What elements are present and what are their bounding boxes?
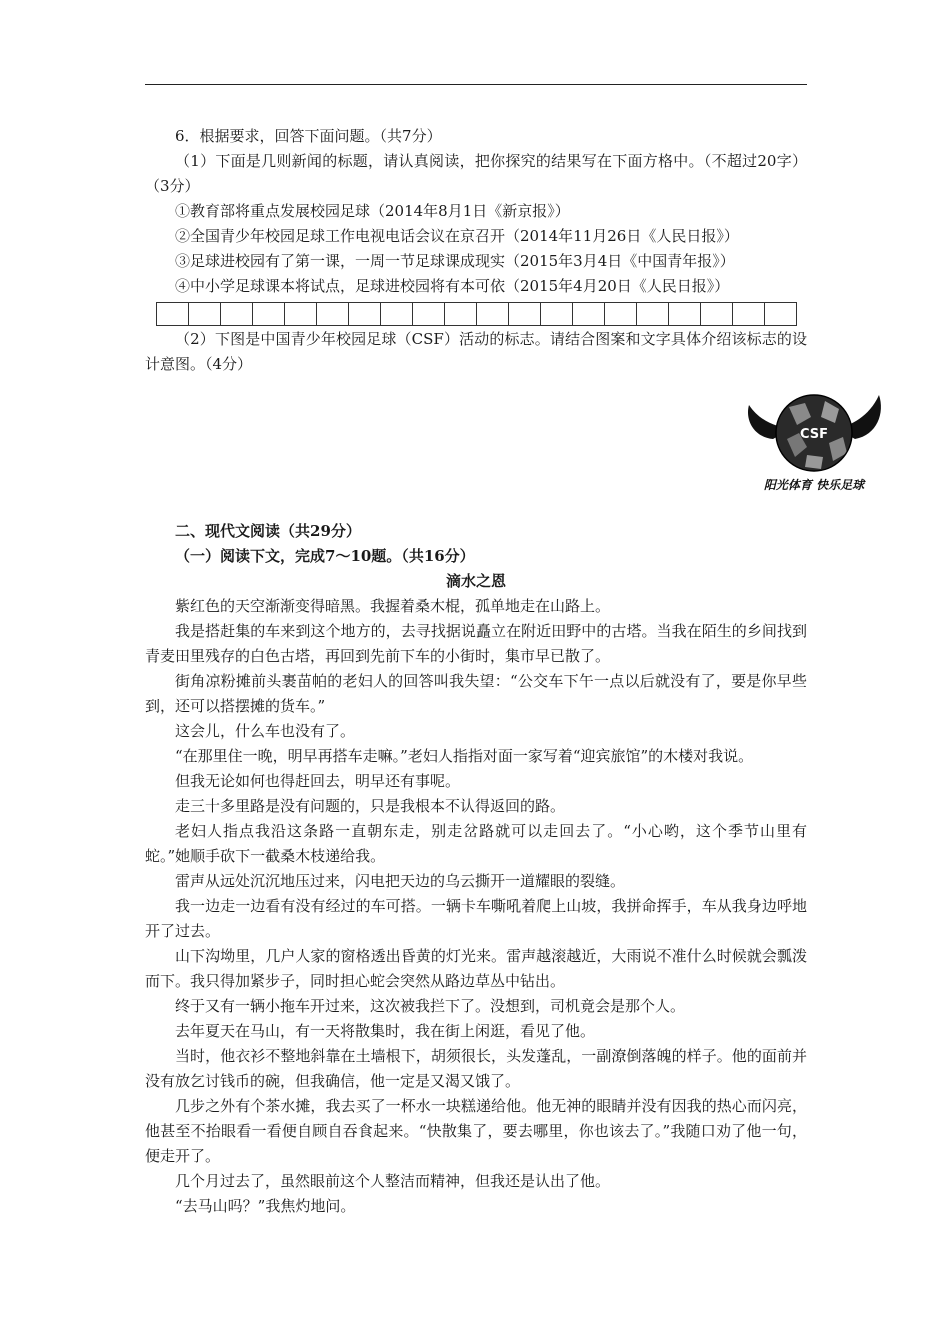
answer-cell[interactable]	[189, 303, 221, 325]
story-paragraph: “去马山吗？”我焦灼地问。	[175, 1197, 356, 1215]
answer-cell[interactable]	[605, 303, 637, 325]
story-paragraph: 几步之外有个茶水摊，我去买了一杯水一块糕递给他。他无神的眼睛并没有因我的热心而闪亮，他甚至不抬眼看一看便自顾自吞食起来。“快散集了，要去哪里，你也该去了。”我随口劝了他一句，便走开了。	[145, 1097, 807, 1165]
headline-1: ①教育部将重点发展校园足球（2014年8月1日《新京报》）	[175, 202, 570, 220]
winged-football-logo-icon	[739, 377, 889, 497]
story-paragraph: 几个月过去了，虽然眼前这个人整洁而精神，但我还是认出了他。	[175, 1172, 611, 1190]
answer-cell[interactable]	[221, 303, 253, 325]
answer-cell[interactable]	[477, 303, 509, 325]
answer-cell[interactable]	[541, 303, 573, 325]
story-paragraph: 老妇人指点我沿这条路一直朝东走，别走岔路就可以走回去了。“小心哟，这个季节山里有蛇。”她顺手砍下一截桑木枝递给我。	[145, 822, 807, 865]
story-paragraph: 终于又有一辆小拖车开过来，这次被我拦下了。没想到，司机竟会是那个人。	[175, 997, 686, 1015]
question-6-heading: 6．根据要求，回答下面问题。（共7分）	[175, 127, 442, 145]
logo-caption: 阳光体育 快乐足球	[763, 478, 865, 492]
story-paragraph: 紫红色的天空渐渐变得暗黑。我握着桑木棍，孤单地走在山路上。	[175, 597, 611, 615]
headline-2: ②全国青少年校园足球工作电视电话会议在京召开（2014年11月26日《人民日报》）	[175, 227, 739, 245]
answer-cell[interactable]	[349, 303, 381, 325]
answer-cell[interactable]	[157, 303, 189, 325]
story-body	[145, 594, 807, 1219]
header-rule	[145, 84, 807, 85]
story-title: 滴水之恩	[445, 572, 506, 590]
answer-cell[interactable]	[253, 303, 285, 325]
story-paragraph: 这会儿，什么车也没有了。	[175, 722, 356, 740]
logo-ball-text: CSF	[799, 427, 829, 442]
story-paragraph: 但我无论如何也得赶回去，明早还有事呢。	[175, 772, 461, 790]
story-paragraph: 街角凉粉摊前头裹苗帕的老妇人的回答叫我失望：“公交车下午一点以后就没有了，要是你早些到，还可以搭摆摊的货车。”	[145, 672, 807, 715]
headline-3: ③足球进校园有了第一课，一周一节足球课成现实（2015年3月4日《中国青年报》）	[175, 252, 735, 270]
answer-cell[interactable]	[285, 303, 317, 325]
logo-area	[145, 377, 865, 507]
answer-cell[interactable]	[317, 303, 349, 325]
answer-cell[interactable]	[669, 303, 701, 325]
story-paragraph: 我是搭赶集的车来到这个地方的，去寻找据说矗立在附近田野中的古塔。当我在陌生的乡间找到青麦田里残存的白色古塔，再回到先前下车的小街时，集市早已散了。	[145, 622, 807, 665]
story-paragraph: 走三十多里路是没有问题的，只是我根本不认得返回的路。	[175, 797, 566, 815]
story-paragraph: 去年夏天在马山，有一天将散集时，我在街上闲逛，看见了他。	[175, 1022, 596, 1040]
story-paragraph: 我一边走一边看有没有经过的车可搭。一辆卡车嘶吼着爬上山坡，我拼命挥手，车从我身边呼地开了过去。	[145, 897, 807, 940]
page-content	[145, 124, 865, 1219]
section-2-title: 二、现代文阅读（共29分）	[175, 522, 361, 540]
answer-cell[interactable]	[413, 303, 445, 325]
answer-cell[interactable]	[765, 303, 797, 325]
story-paragraph: “在那里住一晚，明早再搭车走嘛。”老妇人指指对面一家写着“迎宾旅馆”的木楼对我说。	[175, 747, 754, 765]
story-paragraph: 山下沟坳里，几户人家的窗格透出昏黄的灯光来。雷声越滚越近，大雨说不准什么时候就会瓢泼而下。我只得加紧步子，同时担心蛇会突然从路边草丛中钻出。	[145, 947, 807, 990]
answer-cell[interactable]	[637, 303, 669, 325]
answer-cell[interactable]	[509, 303, 541, 325]
story-paragraph: 当时，他衣衫不整地斜靠在土墙根下，胡须很长，头发蓬乱，一副潦倒落魄的样子。他的面前并没有放乞讨钱币的碗，但我确信，他一定是又渴又饿了。	[145, 1047, 807, 1090]
section-2-subtitle: （一）阅读下文，完成7～10题。（共16分）	[175, 547, 475, 565]
answer-cell[interactable]	[573, 303, 605, 325]
question-6-part1-intro: （1）下面是几则新闻的标题，请认真阅读，把你探究的结果写在下面方格中。（不超过20字）（3分）	[145, 152, 807, 195]
answer-cell[interactable]	[733, 303, 765, 325]
headline-4: ④中小学足球课本将试点，足球进校园将有本可依（2015年4月20日《人民日报》）	[175, 277, 730, 295]
question-6-part2: （2）下图是中国青少年校园足球（CSF）活动的标志。请结合图案和文字具体介绍该标志的设计意图。（4分）	[145, 330, 807, 373]
story-paragraph: 雷声从远处沉沉地压过来，闪电把天边的乌云撕开一道耀眼的裂缝。	[175, 872, 626, 890]
answer-cell[interactable]	[381, 303, 413, 325]
answer-cell[interactable]	[445, 303, 477, 325]
answer-grid[interactable]	[156, 302, 797, 326]
answer-cell[interactable]	[701, 303, 733, 325]
spacer	[145, 507, 807, 519]
